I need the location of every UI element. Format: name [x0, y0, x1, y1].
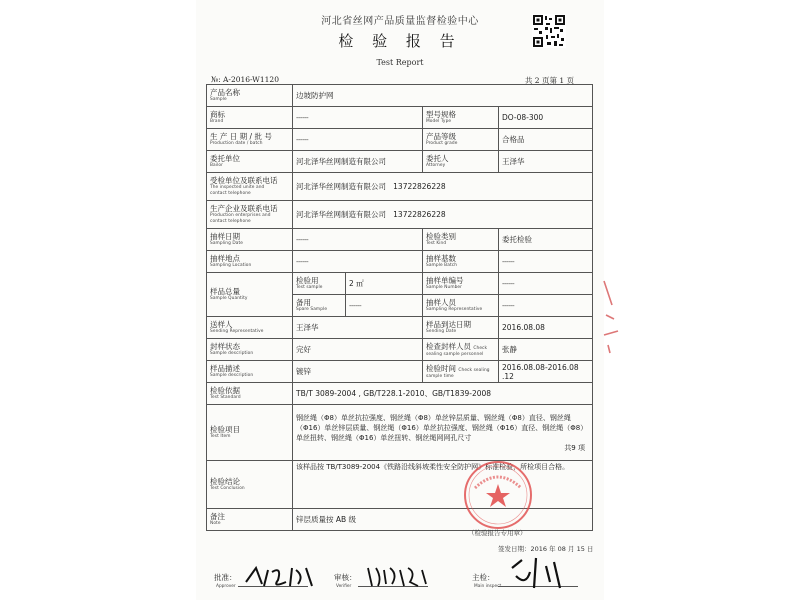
qr-code-icon: [532, 14, 566, 48]
label-sample-desc: 样品描述: [210, 364, 240, 373]
label-producer-en1: Production enterprises and: [210, 213, 271, 218]
value-producer-phone: 13722826228: [393, 210, 446, 219]
value-items: 钢丝绳（Φ8）单丝抗拉强度、钢丝绳（Φ8）单丝锌层质量、钢丝绳（Φ8）直径、钢丝绳（Φ16）单丝锌层质量、钢丝绳（Φ16）单丝抗拉强度、钢丝绳（Φ16）直径、钢丝绳（Φ8）单丝扭转、钢丝绳（Φ16）单丝扭转、钢丝绳网网孔尺寸: [296, 413, 588, 442]
verifier-label: 审核：: [334, 573, 357, 582]
value-seal-status: 完好: [296, 345, 311, 354]
label-standard: 检验依据: [210, 386, 240, 395]
red-seal-stamp: [461, 458, 535, 532]
label-quantity: 样品总量: [210, 287, 240, 296]
value-spare-sample: ------: [349, 301, 362, 310]
value-test-time-2: .12: [502, 371, 514, 381]
value-sample-batch: ------: [502, 257, 515, 266]
value-sending-rep: 王泽华: [296, 323, 319, 332]
label-note-en: Note: [210, 521, 221, 526]
label-conclusion-en: Test Conclusion: [210, 486, 245, 491]
value-prod-date: ------: [296, 135, 309, 144]
value-producer: 河北泽华丝网制造有限公司: [296, 210, 386, 219]
label-test-sample-en: Test sample: [296, 285, 323, 290]
value-inspected-phone: 13722826228: [393, 182, 446, 191]
label-test-time-en1: Check sealing: [458, 367, 490, 373]
inspector-signature: [506, 552, 576, 592]
label-spare-sample: 备用: [296, 298, 311, 307]
table-row: [207, 107, 593, 129]
value-test-kind: 委托检验: [502, 235, 532, 244]
value-check-person: 张静: [502, 345, 517, 354]
verifier-signature: [364, 562, 434, 590]
label-check-person-en1: Check: [473, 345, 488, 351]
value-sampling-loc: ------: [296, 257, 309, 266]
table-row: [207, 201, 593, 229]
report-number: №: A-2016-W1120: [211, 75, 279, 84]
label-producer-en2: contact telephone: [210, 219, 251, 224]
label-bailor-en: Bailor: [210, 163, 223, 168]
label-sending-date: 样品到达日期: [426, 320, 471, 329]
seal-caption: （检验报告专用章）: [468, 529, 527, 537]
value-attorney: 王泽华: [502, 157, 525, 166]
report-title-en: Test Report: [376, 58, 424, 67]
label-attorney-en: Attorney: [426, 163, 446, 168]
label-check-person-en2: sealing sample personnel: [426, 351, 484, 357]
label-sampling-rep: 抽样人员: [426, 298, 456, 307]
value-test-sample: 2 ㎡: [349, 279, 364, 288]
report-title: 检 验 报 告: [338, 32, 462, 50]
inspector-label-en: Main inspect: [474, 584, 502, 589]
label-sampling-date: 抽样日期: [210, 232, 240, 241]
label-prod-date-en: Production date / batch: [210, 141, 263, 146]
value-brand: ------: [296, 113, 309, 122]
table-row: [207, 151, 593, 173]
report-page: [196, 0, 604, 600]
label-sample-desc-en: Sample description: [210, 373, 254, 378]
value-sending-date: 2016.08.08: [502, 323, 545, 332]
table-row: [207, 361, 593, 383]
issue-date: 签发日期：2016 年 08 月 15 日: [498, 545, 594, 553]
label-model: 型号规格: [426, 110, 456, 119]
label-spare-sample-en: Spare Sample: [296, 307, 328, 312]
label-inspected-unit: 受检单位及联系电话: [210, 176, 278, 185]
org-name: 河北省丝网产品质量监督检验中心: [321, 16, 479, 27]
label-sending-rep: 送样人: [210, 320, 233, 329]
table-row: [207, 173, 593, 201]
label-inspected-unit-en2: contact telephone: [210, 191, 251, 196]
label-grade-en: Product grade: [426, 141, 458, 146]
label-model-en: Model Type: [426, 119, 452, 124]
label-seal-status-en: Sample description: [210, 351, 254, 356]
table-row: [207, 339, 593, 361]
table-row: [207, 129, 593, 151]
label-attorney: 委托人: [426, 154, 449, 163]
approver-label: 批准：: [214, 573, 237, 582]
label-sample: 产品名称: [210, 88, 240, 97]
label-brand-en: Brand: [210, 119, 224, 124]
table-row: [207, 383, 593, 405]
value-bailor: 河北泽华丝网制造有限公司: [296, 157, 386, 166]
label-sampling-rep-en: Sampling Representative: [426, 307, 483, 312]
label-test-sample: 检验用: [296, 276, 319, 285]
value-sample: 边坡防护网: [296, 91, 334, 100]
label-sending-date-en: Sending Date: [426, 329, 457, 334]
page-info: 共 2 页第 1 页: [524, 76, 574, 85]
label-inspected-unit-en1: The inspected unite and: [210, 185, 265, 190]
verifier-label-en: Verifier: [336, 584, 352, 589]
label-sending-rep-en: Sending Representative: [210, 329, 264, 334]
label-test-time: 检验时间: [426, 363, 456, 373]
table-row: [207, 273, 593, 295]
partial-stamp-icon: [600, 275, 624, 355]
label-seal-status: 封样状态: [210, 342, 240, 351]
inspector-label: 主检：: [472, 573, 495, 582]
label-conclusion: 检验结论: [210, 477, 240, 486]
value-conclusion: 该样品按 TB/T3089-2004《铁路沿线斜坡柔性安全防护网》标准检验，所检项目合格。: [296, 463, 570, 471]
label-sampling-date-en: Sampling Date: [210, 241, 244, 246]
label-sample-batch-en: Sample Batch: [426, 263, 458, 268]
value-standard: TB/T 3089-2004 , GB/T228.1-2010、GB/T1839-2008: [296, 389, 492, 398]
signature-row: [206, 573, 592, 596]
label-quantity-en: Sample Quantity: [210, 296, 248, 301]
label-sample-en: Sample: [210, 97, 227, 102]
approver-label-en: Approver: [216, 584, 236, 589]
items-count: 共9 项: [564, 443, 585, 452]
label-bailor: 委托单位: [210, 154, 240, 163]
table-row: [207, 229, 593, 251]
value-sample-desc: 镀锌: [296, 367, 311, 376]
label-sampling-loc: 抽样地点: [210, 254, 240, 263]
label-standard-en: Test Standard: [210, 395, 241, 400]
value-note: 锌层质量按 AB 级: [296, 515, 357, 524]
label-prod-date: 生 产 日 期 / 批 号: [210, 132, 272, 141]
label-items-en: Test Item: [210, 434, 231, 439]
value-sampling-date: ------: [296, 235, 309, 244]
value-sample-number: ------: [502, 279, 515, 288]
partial-stamp-edge: [600, 275, 624, 355]
approver-signature: [242, 562, 322, 590]
label-producer: 生产企业及联系电话: [210, 204, 278, 213]
label-items: 检验项目: [210, 425, 240, 434]
table-row: [207, 85, 593, 107]
table-row: [207, 405, 593, 461]
value-sampling-rep: ------: [502, 301, 515, 310]
value-grade: 合格品: [502, 135, 525, 144]
table-row: [207, 251, 593, 273]
value-inspected-unit: 河北泽华丝网制造有限公司: [296, 182, 386, 191]
label-check-person: 检查封样人员: [426, 341, 471, 351]
label-sample-number-en: Sample Number: [426, 285, 463, 290]
label-note: 备注: [210, 512, 225, 521]
label-test-kind: 检验类别: [426, 232, 456, 241]
value-test-time-1: 2016.08.08-2016.08: [502, 362, 579, 372]
table-row: [207, 317, 593, 339]
label-grade: 产品等级: [426, 132, 456, 141]
label-test-kind-en: Test Kind: [426, 241, 447, 246]
value-model: DO-08-300: [502, 113, 544, 122]
label-sample-batch: 抽样基数: [426, 254, 456, 263]
label-brand: 商标: [210, 110, 225, 119]
label-test-time-en2: sample time: [426, 373, 454, 379]
label-sampling-loc-en: Sampling Location: [210, 263, 252, 268]
label-sample-number: 抽样单编号: [426, 276, 464, 285]
